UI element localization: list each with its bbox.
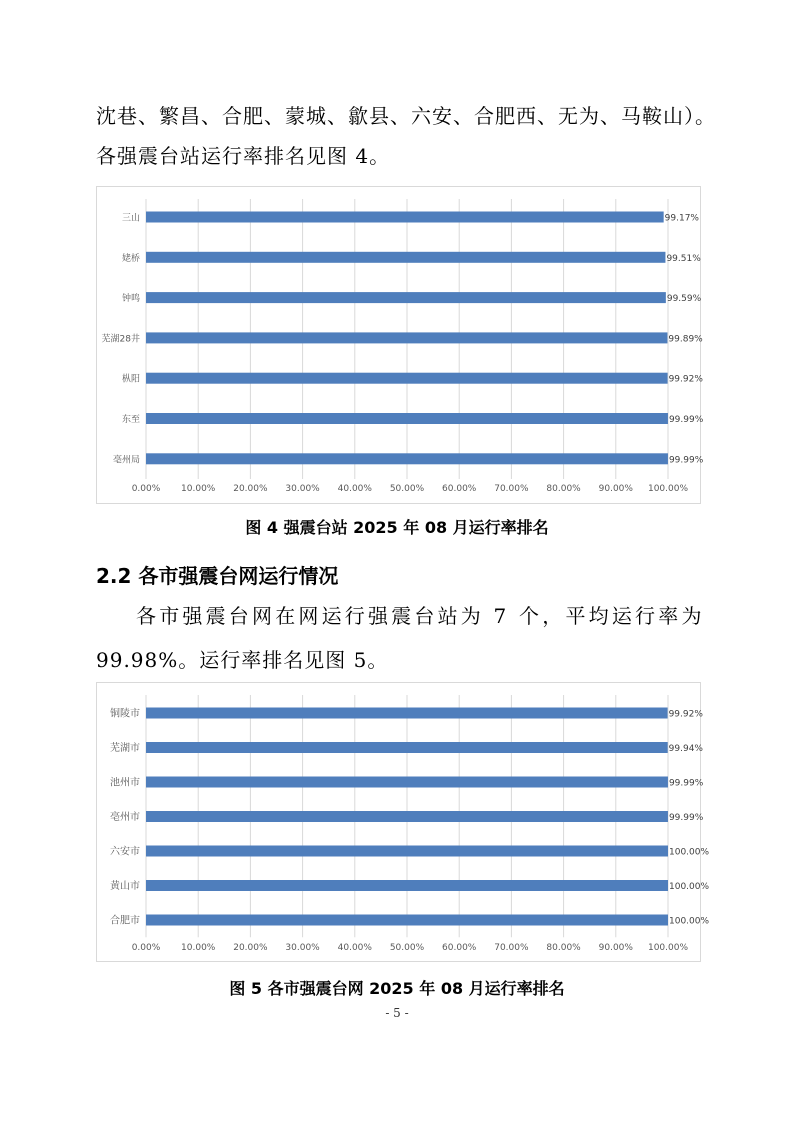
bar — [146, 915, 668, 926]
category-label: 亳州市 — [110, 812, 140, 823]
x-tick-label: 100.00% — [647, 943, 689, 953]
bar — [146, 332, 667, 343]
figure-5-caption: 图 5 各市强震台网 2025 年 08 月运行率排名 — [229, 979, 565, 998]
paragraph-line-3: 各市强震台网在网运行强震台站为 7 个，平均运行率为 — [136, 604, 705, 628]
x-tick-label: 80.00% — [546, 943, 581, 953]
data-label: 99.92% — [668, 374, 703, 385]
x-tick-label: 40.00% — [337, 484, 372, 494]
data-label: 99.94% — [668, 744, 704, 754]
paragraph-line-2: 各强震台站运行率排名见图 4。 — [96, 144, 391, 168]
figure-4-svg — [97, 187, 704, 503]
category-label: 六安市 — [110, 846, 140, 858]
paragraph-line-4: 99.98%。运行率排名见图 5。 — [96, 648, 389, 672]
category-label: 合肥市 — [110, 915, 140, 927]
bar — [146, 292, 666, 303]
category-label: 东至 — [121, 415, 140, 425]
data-label: 99.99% — [668, 778, 704, 789]
bar — [146, 846, 668, 857]
figure-4-chart — [96, 186, 704, 504]
figure-5-svg — [97, 683, 710, 961]
bar — [146, 252, 665, 263]
data-label: 99.89% — [668, 334, 703, 345]
x-tick-label: 50.00% — [389, 943, 425, 953]
bar — [146, 413, 668, 424]
data-label: 99.99% — [668, 813, 704, 823]
figure-4-caption: 图 4 强震台站 2025 年 08 月运行率排名 — [245, 518, 549, 537]
x-tick-label: 100.00% — [647, 484, 689, 494]
bar — [146, 212, 664, 223]
data-label: 99.99% — [668, 415, 704, 425]
category-label: 枞阳 — [121, 374, 140, 385]
data-label: 100.00% — [669, 916, 710, 927]
x-tick-label: 10.00% — [181, 943, 216, 953]
bar — [146, 811, 668, 822]
x-tick-label: 20.00% — [233, 943, 268, 953]
x-tick-label: 70.00% — [494, 484, 529, 494]
x-tick-label: 10.00% — [181, 484, 216, 494]
data-label: 100.00% — [669, 847, 710, 858]
x-tick-label: 80.00% — [546, 484, 581, 494]
category-label: 钟鸣 — [121, 294, 140, 305]
data-label: 99.99% — [668, 455, 704, 466]
bar — [146, 777, 668, 788]
bar — [146, 742, 668, 753]
x-tick-label: 70.00% — [494, 943, 529, 953]
category-label: 铜陵市 — [110, 708, 140, 720]
paragraph-line-1: 沈巷、繁昌、合肥、蒙城、歙县、六安、合肥西、无为、马鞍山）。 — [96, 104, 716, 128]
x-tick-label: 90.00% — [598, 484, 633, 494]
data-label: 99.51% — [666, 253, 701, 264]
x-tick-label: 50.00% — [389, 484, 425, 494]
category-label: 三山 — [121, 213, 140, 224]
category-label: 黄山市 — [110, 881, 140, 892]
bar — [146, 880, 668, 891]
page-number: - 5 - — [385, 1006, 409, 1020]
bar — [146, 373, 668, 384]
x-tick-label: 30.00% — [285, 943, 320, 953]
data-label: 99.17% — [664, 213, 699, 224]
x-tick-label: 60.00% — [442, 484, 477, 494]
x-tick-label: 0.00% — [131, 943, 161, 953]
x-tick-label: 20.00% — [233, 484, 268, 494]
data-label: 99.59% — [666, 294, 702, 305]
x-tick-label: 40.00% — [337, 943, 372, 953]
category-label: 亳州局 — [112, 455, 140, 466]
x-tick-label: 60.00% — [442, 943, 477, 953]
figure-5-chart — [96, 682, 710, 962]
bar — [146, 708, 668, 719]
category-label: 姥桥 — [121, 253, 140, 264]
x-tick-label: 30.00% — [285, 484, 320, 494]
x-tick-label: 0.00% — [131, 484, 161, 494]
bar — [146, 453, 668, 464]
x-tick-label: 90.00% — [598, 943, 633, 953]
category-label: 芜湖市 — [110, 743, 140, 754]
section-heading: 2.2 各市强震台网运行情况 — [96, 564, 339, 588]
category-label: 芜湖28井 — [101, 334, 140, 345]
data-label: 99.92% — [668, 709, 703, 720]
data-label: 100.00% — [669, 882, 710, 892]
category-label: 池州市 — [110, 777, 140, 789]
